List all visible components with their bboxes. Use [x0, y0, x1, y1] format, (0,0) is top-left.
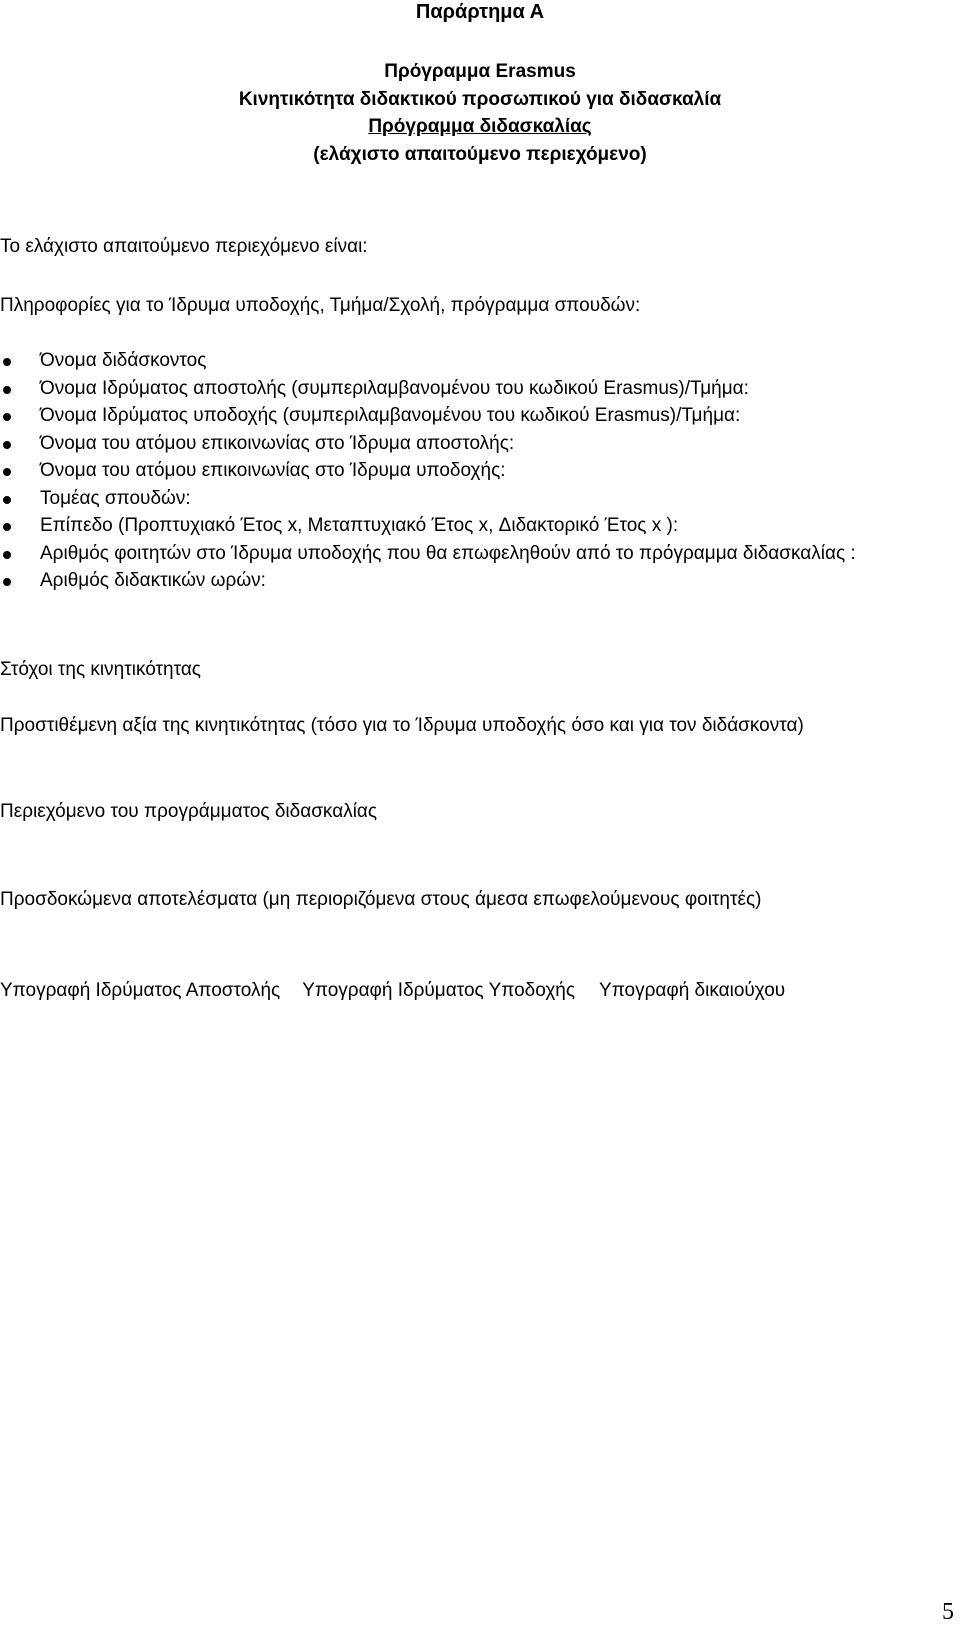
list-item [0, 350, 856, 378]
list-item [0, 405, 856, 433]
field-label: Όνομα του ατόμου επικοινωνίας στο Ίδρυμα υποδοχής: [40, 460, 506, 481]
field-label: Όνομα Ιδρύματος αποστολής (συμπεριλαμβανομένου του κωδικού Erasmus)/Τμήμα: [40, 377, 749, 399]
beneficiary-signature: Υπογραφή δικαιούχου [599, 980, 786, 1001]
fields-list [0, 350, 856, 598]
list-item [0, 378, 856, 406]
content-heading: Περιεχόμενο του προγράμματος διδασκαλίας [0, 801, 378, 822]
list-item [0, 433, 856, 461]
field-label: Επίπεδο (Προπτυχιακό Έτος x, Μεταπτυχιακό Έτος x, Διδακτορικό Έτος x ): [40, 515, 679, 536]
teaching-program-heading [0, 113, 960, 141]
added-value-heading: Προστιθέμενη αξία της κινητικότητας (τόσο για το Ίδρυμα υποδοχής όσο και για τον διδάσκοντα) [0, 715, 804, 736]
field-label: Όνομα του ατόμου επικοινωνίας στο Ίδρυμα αποστολής: [40, 432, 515, 454]
program-title: Πρόγραμμα Erasmus [384, 61, 576, 82]
list-item [0, 515, 856, 543]
min-content-note: (ελάχιστο απαιτούμενο περιεχόμενο) [313, 143, 647, 165]
teaching-program-label: Πρόγραμμα διδασκαλίας [368, 116, 592, 137]
bullet-icon [3, 413, 11, 421]
bullet-icon [3, 578, 11, 586]
field-label: Όνομα Ιδρύματος υποδοχής (συμπεριλαμβανομένου του κωδικού Erasmus)/Τμήμα: [40, 405, 741, 426]
bullet-icon [3, 386, 11, 394]
title-block [0, 58, 960, 168]
list-item [0, 543, 856, 571]
bullet-icon [3, 358, 11, 366]
field-label: Όνομα διδάσκοντος [40, 350, 207, 371]
signatures-row [0, 980, 785, 1002]
bullet-icon [3, 523, 11, 531]
intro-text: Το ελάχιστο απαιτούμενο περιεχόμενο είναι: [0, 236, 368, 257]
info-heading: Πληροφορίες για το Ίδρυμα υποδοχής, Τμήμα/Σχολή, πρόγραμμα σπουδών: [0, 295, 641, 316]
program-subtitle: Κινητικότητα διδακτικού προσωπικού για διδασκαλία [238, 88, 722, 110]
bullet-icon [3, 441, 11, 449]
field-label: Τομέας σπουδών: [40, 487, 191, 509]
sending-institution-signature: Υπογραφή Ιδρύματος Αποστολής [0, 980, 281, 1001]
bullet-icon [3, 551, 11, 559]
list-item [0, 460, 856, 488]
bullet-icon [3, 468, 11, 476]
list-item [0, 570, 856, 598]
objectives-heading: Στόχοι της κινητικότητας [0, 659, 201, 680]
annex-title: Παράρτημα Α [415, 1, 545, 23]
receiving-institution-signature: Υπογραφή Ιδρύματος Υποδοχής [302, 980, 576, 1001]
field-label: Αριθμός διδακτικών ωρών: [40, 570, 266, 591]
bullet-icon [3, 496, 11, 504]
expected-results-heading: Προσδοκώμενα αποτελέσματα (μη περιοριζόμενα στους άμεσα επωφελούμενους φοιτητές) [0, 889, 762, 910]
page-number: 5 [942, 1599, 954, 1625]
list-item [0, 488, 856, 516]
field-label: Αριθμός φοιτητών στο Ίδρυμα υποδοχής που θα επωφεληθούν από το πρόγραμμα διδασκαλίας : [40, 542, 856, 564]
